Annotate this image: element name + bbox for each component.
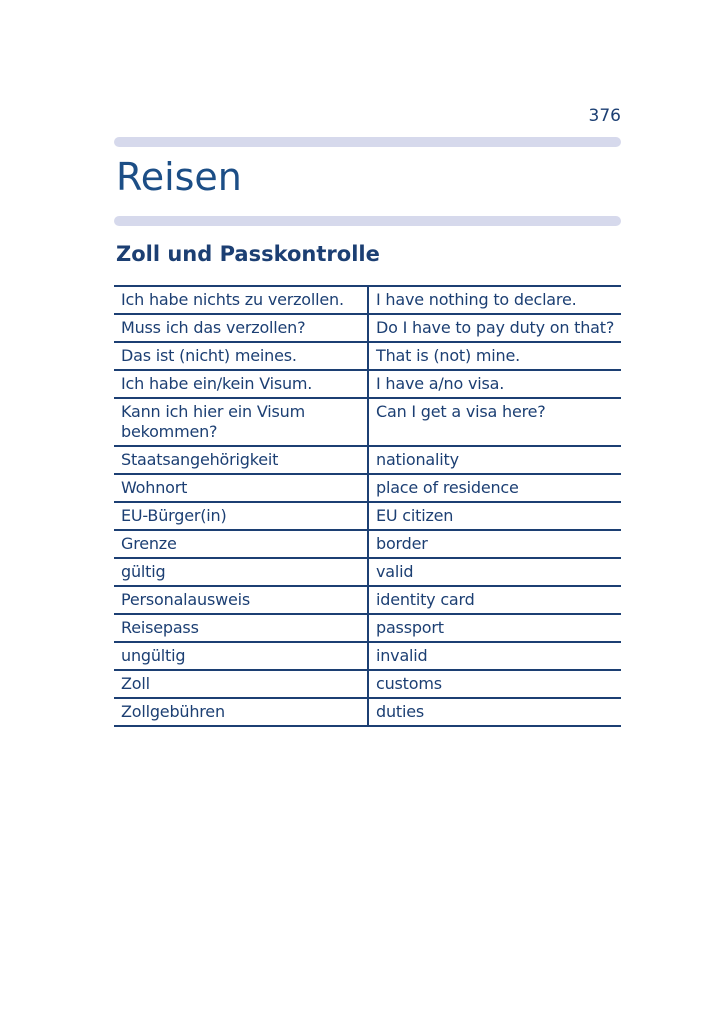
table-row (114, 698, 621, 726)
english-phrase: That is (not) mine. (368, 342, 621, 370)
top-divider-bar (114, 137, 621, 147)
german-phrase: gültig (114, 558, 368, 586)
english-phrase: customs (368, 670, 621, 698)
english-phrase: Do I have to pay duty on that? (368, 314, 621, 342)
german-phrase: Muss ich das verzollen? (114, 314, 368, 342)
german-phrase: Ich habe ein/kein Visum. (114, 370, 368, 398)
chapter-title: Reisen (116, 155, 242, 199)
table-row (114, 530, 621, 558)
phrase-table (114, 285, 621, 727)
section-title: Zoll und Passkontrolle (116, 242, 380, 266)
table-row (114, 670, 621, 698)
german-phrase: Personalausweis (114, 586, 368, 614)
german-phrase: Ich habe nichts zu verzollen. (114, 286, 368, 314)
bottom-divider-bar (114, 216, 621, 226)
table-row (114, 286, 621, 314)
table-row (114, 342, 621, 370)
table-row (114, 586, 621, 614)
table-row (114, 370, 621, 398)
german-phrase: Kann ich hier ein Visum bekommen? (114, 398, 368, 446)
english-phrase: passport (368, 614, 621, 642)
german-phrase: Wohnort (114, 474, 368, 502)
table-row (114, 558, 621, 586)
english-phrase: Can I get a visa here? (368, 398, 621, 446)
german-phrase: Reisepass (114, 614, 368, 642)
page-number: 376 (588, 106, 621, 126)
english-phrase: invalid (368, 642, 621, 670)
english-phrase: EU citizen (368, 502, 621, 530)
german-phrase: EU-Bürger(in) (114, 502, 368, 530)
german-phrase: Zoll (114, 670, 368, 698)
table-row (114, 398, 621, 446)
english-phrase: valid (368, 558, 621, 586)
english-phrase: place of residence (368, 474, 621, 502)
german-phrase: Staatsangehörigkeit (114, 446, 368, 474)
table-row (114, 314, 621, 342)
table-row (114, 614, 621, 642)
english-phrase: I have nothing to declare. (368, 286, 621, 314)
english-phrase: duties (368, 698, 621, 726)
english-phrase: identity card (368, 586, 621, 614)
german-phrase: ungültig (114, 642, 368, 670)
german-phrase: Das ist (nicht) meines. (114, 342, 368, 370)
english-phrase: I have a/no visa. (368, 370, 621, 398)
table-row (114, 474, 621, 502)
german-phrase: Grenze (114, 530, 368, 558)
english-phrase: nationality (368, 446, 621, 474)
german-phrase: Zollgebühren (114, 698, 368, 726)
english-phrase: border (368, 530, 621, 558)
table-row (114, 502, 621, 530)
table-row (114, 642, 621, 670)
table-row (114, 446, 621, 474)
